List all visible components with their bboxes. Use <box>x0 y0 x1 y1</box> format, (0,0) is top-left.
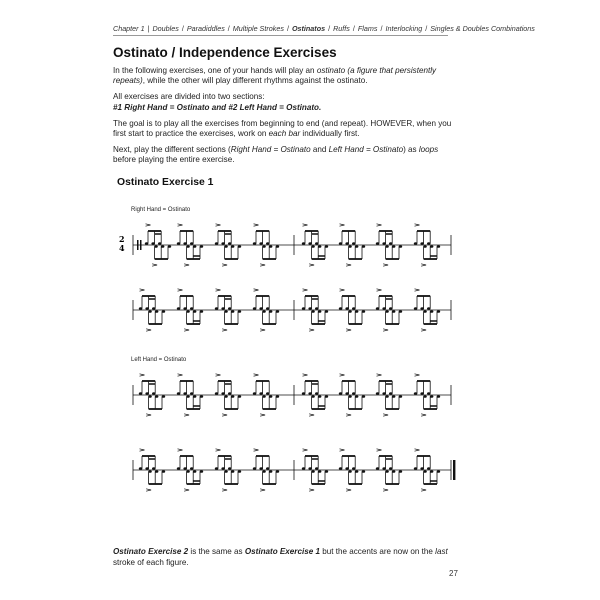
note-head <box>437 245 441 248</box>
accent-mark <box>222 329 227 331</box>
accent-mark <box>346 264 351 266</box>
accent-mark <box>421 264 426 266</box>
note-head <box>392 395 396 398</box>
note-head <box>262 395 266 398</box>
accent-mark <box>303 224 308 226</box>
note-head <box>345 307 349 310</box>
intro-paragraph-1: In the following exercises, one of your hands will play an ostinato (a figure that persistently repeats), while the other will play different rhythms against the ostinato. <box>113 66 437 86</box>
note-head <box>318 395 322 398</box>
note-head <box>399 470 403 473</box>
note-head <box>427 392 431 395</box>
note-head <box>420 242 424 245</box>
note-head <box>399 395 403 398</box>
note-head <box>352 467 356 470</box>
note-head <box>221 392 225 395</box>
note-head <box>162 470 166 473</box>
note-head <box>221 242 225 245</box>
note-head <box>238 310 242 313</box>
note-head <box>427 467 431 470</box>
note-head <box>231 245 235 248</box>
accent-mark <box>377 449 382 451</box>
note-head <box>414 467 418 470</box>
note-head <box>177 242 181 245</box>
note-head <box>259 467 263 470</box>
note-head <box>155 470 159 473</box>
header-section: Ruffs <box>333 24 350 33</box>
note-head <box>200 245 204 248</box>
note-head <box>339 467 343 470</box>
accent-mark <box>216 224 221 226</box>
accent-mark <box>184 264 189 266</box>
note-head <box>148 470 152 473</box>
accent-mark <box>152 264 157 266</box>
note-head <box>420 467 424 470</box>
time-signature-bottom: 4 <box>119 243 125 253</box>
note-head <box>392 470 396 473</box>
accent-mark <box>260 414 265 416</box>
note-head <box>325 470 329 473</box>
accent-mark <box>222 414 227 416</box>
note-head <box>389 307 393 310</box>
header-section: Doubles <box>152 24 179 33</box>
note-head <box>224 395 228 398</box>
accent-mark <box>346 329 351 331</box>
note-head <box>259 392 263 395</box>
note-head <box>345 242 349 245</box>
note-head <box>266 392 270 395</box>
note-head <box>215 467 219 470</box>
note-head <box>253 467 257 470</box>
note-head <box>259 242 263 245</box>
note-head <box>200 470 204 473</box>
note-head <box>392 245 396 248</box>
note-head <box>200 310 204 313</box>
note-head <box>253 242 257 245</box>
note-head <box>238 245 242 248</box>
note-head <box>376 392 380 395</box>
note-head <box>308 467 312 470</box>
note-head <box>224 470 228 473</box>
note-head <box>420 392 424 395</box>
note-head <box>200 395 204 398</box>
note-head <box>308 392 312 395</box>
note-head <box>355 395 359 398</box>
note-head <box>177 307 181 310</box>
accent-mark <box>178 449 183 451</box>
note-head <box>302 242 306 245</box>
accent-mark <box>178 224 183 226</box>
note-head <box>259 307 263 310</box>
intro-paragraph-3: #1 Right Hand = Ostinato and #2 Left Hand = Ostinato. <box>113 102 322 112</box>
note-head <box>325 245 329 248</box>
note-head <box>224 245 228 248</box>
note-head <box>183 242 187 245</box>
note-head <box>224 310 228 313</box>
note-head <box>262 470 266 473</box>
intro-paragraph-2: All exercises are divided into two sections: <box>113 92 265 101</box>
accent-mark <box>415 289 420 291</box>
accent-mark <box>377 224 382 226</box>
note-head <box>276 395 280 398</box>
note-head <box>355 310 359 313</box>
note-head <box>382 242 386 245</box>
note-head <box>385 245 389 248</box>
header-section-active: Ostinatos <box>291 24 326 33</box>
note-head <box>423 470 427 473</box>
note-head <box>183 392 187 395</box>
note-head <box>382 307 386 310</box>
accent-mark <box>146 329 151 331</box>
accent-mark <box>377 289 382 291</box>
accent-mark <box>146 224 151 226</box>
note-head <box>161 245 165 248</box>
note-head <box>339 392 343 395</box>
accent-mark <box>340 289 345 291</box>
note-head <box>262 310 266 313</box>
note-head <box>269 470 273 473</box>
accent-mark <box>254 374 259 376</box>
note-head <box>352 307 356 310</box>
note-head <box>253 307 257 310</box>
note-head <box>414 242 418 245</box>
note-head <box>154 245 158 248</box>
accent-mark <box>421 414 426 416</box>
accent-mark <box>140 374 145 376</box>
exercise-heading: Ostinato Exercise 1 <box>117 177 214 188</box>
note-head <box>190 242 194 245</box>
note-head <box>325 395 329 398</box>
note-head <box>389 392 393 395</box>
note-head <box>228 307 232 310</box>
note-head <box>423 245 427 248</box>
accent-mark <box>184 489 189 491</box>
header-section: Singles & Doubles Combinations <box>430 24 535 33</box>
accent-mark <box>140 449 145 451</box>
accent-mark <box>146 414 151 416</box>
note-head <box>302 467 306 470</box>
accent-mark <box>254 224 259 226</box>
note-head <box>190 467 194 470</box>
note-head <box>355 470 359 473</box>
note-head <box>155 395 159 398</box>
note-head <box>362 470 366 473</box>
note-head <box>315 242 319 245</box>
note-head <box>382 467 386 470</box>
note-head <box>348 395 352 398</box>
time-signature-top: 2 <box>119 234 125 244</box>
accent-mark <box>303 374 308 376</box>
accent-mark <box>254 289 259 291</box>
page-title: Ostinato / Independence Exercises <box>113 45 337 60</box>
accent-mark <box>178 374 183 376</box>
note-head <box>389 242 393 245</box>
note-head <box>152 307 156 310</box>
note-head <box>231 310 235 313</box>
right-hand-label: Right Hand = Ostinato <box>131 207 191 213</box>
chapter-label: Chapter 1 <box>113 24 145 33</box>
intro-paragraph-4: The goal is to play all the exercises from beginning to end (and repeat). HOWEVER, when you first start to practice the exercises, work on each bar individually first. <box>113 119 452 139</box>
note-head <box>352 392 356 395</box>
note-head <box>308 242 312 245</box>
accent-mark <box>178 289 183 291</box>
note-head <box>399 310 403 313</box>
note-head <box>269 245 273 248</box>
note-head <box>437 310 441 313</box>
chapter-header: Chapter 1 | Doubles / Paradiddles / Multiple Strokes / Ostinatos / Ruffs / Flams / Interlocking / Singles & Doubles Combinations <box>113 24 535 33</box>
accent-mark <box>184 414 189 416</box>
note-head <box>427 242 431 245</box>
note-head <box>190 392 194 395</box>
accent-mark <box>216 449 221 451</box>
note-head <box>437 395 441 398</box>
accent-mark <box>260 329 265 331</box>
accent-mark <box>309 414 314 416</box>
note-head <box>162 395 166 398</box>
percussion-clef <box>140 240 142 250</box>
accent-mark <box>383 489 388 491</box>
note-head <box>177 392 181 395</box>
note-head <box>311 245 315 248</box>
accent-mark <box>184 329 189 331</box>
note-head <box>193 395 197 398</box>
accent-mark <box>340 374 345 376</box>
note-head <box>215 242 219 245</box>
accent-mark <box>216 374 221 376</box>
note-head <box>430 395 434 398</box>
note-head <box>168 245 172 248</box>
accent-mark <box>254 449 259 451</box>
note-head <box>183 307 187 310</box>
note-head <box>385 470 389 473</box>
accent-mark <box>415 224 420 226</box>
note-head <box>315 307 319 310</box>
note-head <box>186 245 190 248</box>
note-head <box>266 242 270 245</box>
note-head <box>348 470 352 473</box>
note-head <box>231 470 235 473</box>
note-head <box>228 392 232 395</box>
note-head <box>228 467 232 470</box>
note-head <box>302 307 306 310</box>
note-head <box>139 392 143 395</box>
accent-mark <box>346 489 351 491</box>
note-head <box>162 310 166 313</box>
accent-mark <box>340 224 345 226</box>
accent-mark <box>303 449 308 451</box>
note-head <box>177 467 181 470</box>
note-head <box>414 392 418 395</box>
accent-mark <box>260 264 265 266</box>
final-barline <box>453 460 455 480</box>
note-head <box>315 392 319 395</box>
note-head <box>221 307 225 310</box>
accent-mark <box>216 289 221 291</box>
note-head <box>253 392 257 395</box>
note-head <box>362 245 366 248</box>
header-section: Flams <box>357 24 378 33</box>
note-head <box>145 242 149 245</box>
note-head <box>193 245 197 248</box>
accent-mark <box>415 449 420 451</box>
accent-mark <box>303 289 308 291</box>
note-head <box>228 242 232 245</box>
note-head <box>186 395 190 398</box>
note-head <box>221 467 225 470</box>
note-head <box>148 310 152 313</box>
note-head <box>186 310 190 313</box>
note-head <box>311 310 315 313</box>
note-head <box>155 310 159 313</box>
note-head <box>430 470 434 473</box>
note-head <box>186 470 190 473</box>
percussion-clef <box>137 240 139 250</box>
note-head <box>311 470 315 473</box>
accent-mark <box>140 289 145 291</box>
note-head <box>376 242 380 245</box>
note-head <box>376 467 380 470</box>
intro-paragraph-5: Next, play the different sections (Right Hand = Ostinato and Left Hand = Ostinato) as loops before playing the entire exercise. <box>113 145 439 165</box>
note-head <box>193 470 197 473</box>
note-head <box>325 310 329 313</box>
accent-mark <box>421 489 426 491</box>
accent-mark <box>260 489 265 491</box>
accent-mark <box>383 329 388 331</box>
accent-mark <box>309 329 314 331</box>
page-number: 27 <box>449 569 458 578</box>
note-head <box>215 392 219 395</box>
note-head <box>355 245 359 248</box>
accent-mark <box>340 449 345 451</box>
left-hand-label: Left Hand = Ostinato <box>131 357 187 363</box>
note-head <box>348 310 352 313</box>
note-head <box>152 467 156 470</box>
note-head <box>238 470 242 473</box>
note-head <box>238 395 242 398</box>
note-head <box>389 467 393 470</box>
note-head <box>302 392 306 395</box>
accent-mark <box>309 264 314 266</box>
note-head <box>423 310 427 313</box>
accent-mark <box>346 414 351 416</box>
note-head <box>231 395 235 398</box>
note-head <box>215 307 219 310</box>
note-head <box>158 242 162 245</box>
accent-mark <box>383 414 388 416</box>
note-head <box>311 395 315 398</box>
note-head <box>437 470 441 473</box>
header-section: Paradiddles <box>186 24 225 33</box>
note-head <box>190 307 194 310</box>
accent-mark <box>309 489 314 491</box>
note-head <box>392 310 396 313</box>
note-head <box>345 392 349 395</box>
note-head <box>193 310 197 313</box>
accent-mark <box>383 264 388 266</box>
footnote: Ostinato Exercise 2 is the same as Ostinato Exercise 1 but the accents are now on the last stroke of each figure. <box>113 547 448 567</box>
note-head <box>430 245 434 248</box>
note-head <box>399 245 403 248</box>
note-head <box>262 245 266 248</box>
accent-mark <box>377 374 382 376</box>
accent-mark <box>421 329 426 331</box>
note-head <box>385 310 389 313</box>
note-head <box>318 470 322 473</box>
note-head <box>427 307 431 310</box>
note-head <box>352 242 356 245</box>
note-head <box>276 470 280 473</box>
note-head <box>308 307 312 310</box>
note-head <box>152 392 156 395</box>
note-head <box>269 395 273 398</box>
note-head <box>414 307 418 310</box>
note-head <box>362 395 366 398</box>
note-head <box>382 392 386 395</box>
note-head <box>318 245 322 248</box>
note-head <box>145 467 149 470</box>
accent-mark <box>222 264 227 266</box>
note-head <box>269 310 273 313</box>
note-head <box>423 395 427 398</box>
note-head <box>151 242 155 245</box>
header-section: Multiple Strokes <box>232 24 284 33</box>
note-head <box>266 307 270 310</box>
note-head <box>266 467 270 470</box>
note-head <box>315 467 319 470</box>
accent-mark <box>146 489 151 491</box>
note-head <box>318 310 322 313</box>
accent-mark <box>415 374 420 376</box>
note-head <box>139 467 143 470</box>
note-head <box>145 307 149 310</box>
note-head <box>420 307 424 310</box>
accent-mark <box>222 489 227 491</box>
note-head <box>145 392 149 395</box>
note-head <box>139 307 143 310</box>
note-head <box>385 395 389 398</box>
note-head <box>362 310 366 313</box>
note-head <box>339 307 343 310</box>
note-head <box>430 310 434 313</box>
header-section: Interlocking <box>385 24 423 33</box>
note-head <box>148 395 152 398</box>
note-head <box>183 467 187 470</box>
note-head <box>376 307 380 310</box>
note-head <box>276 245 280 248</box>
note-head <box>276 310 280 313</box>
note-head <box>339 242 343 245</box>
note-head <box>345 467 349 470</box>
note-head <box>348 245 352 248</box>
